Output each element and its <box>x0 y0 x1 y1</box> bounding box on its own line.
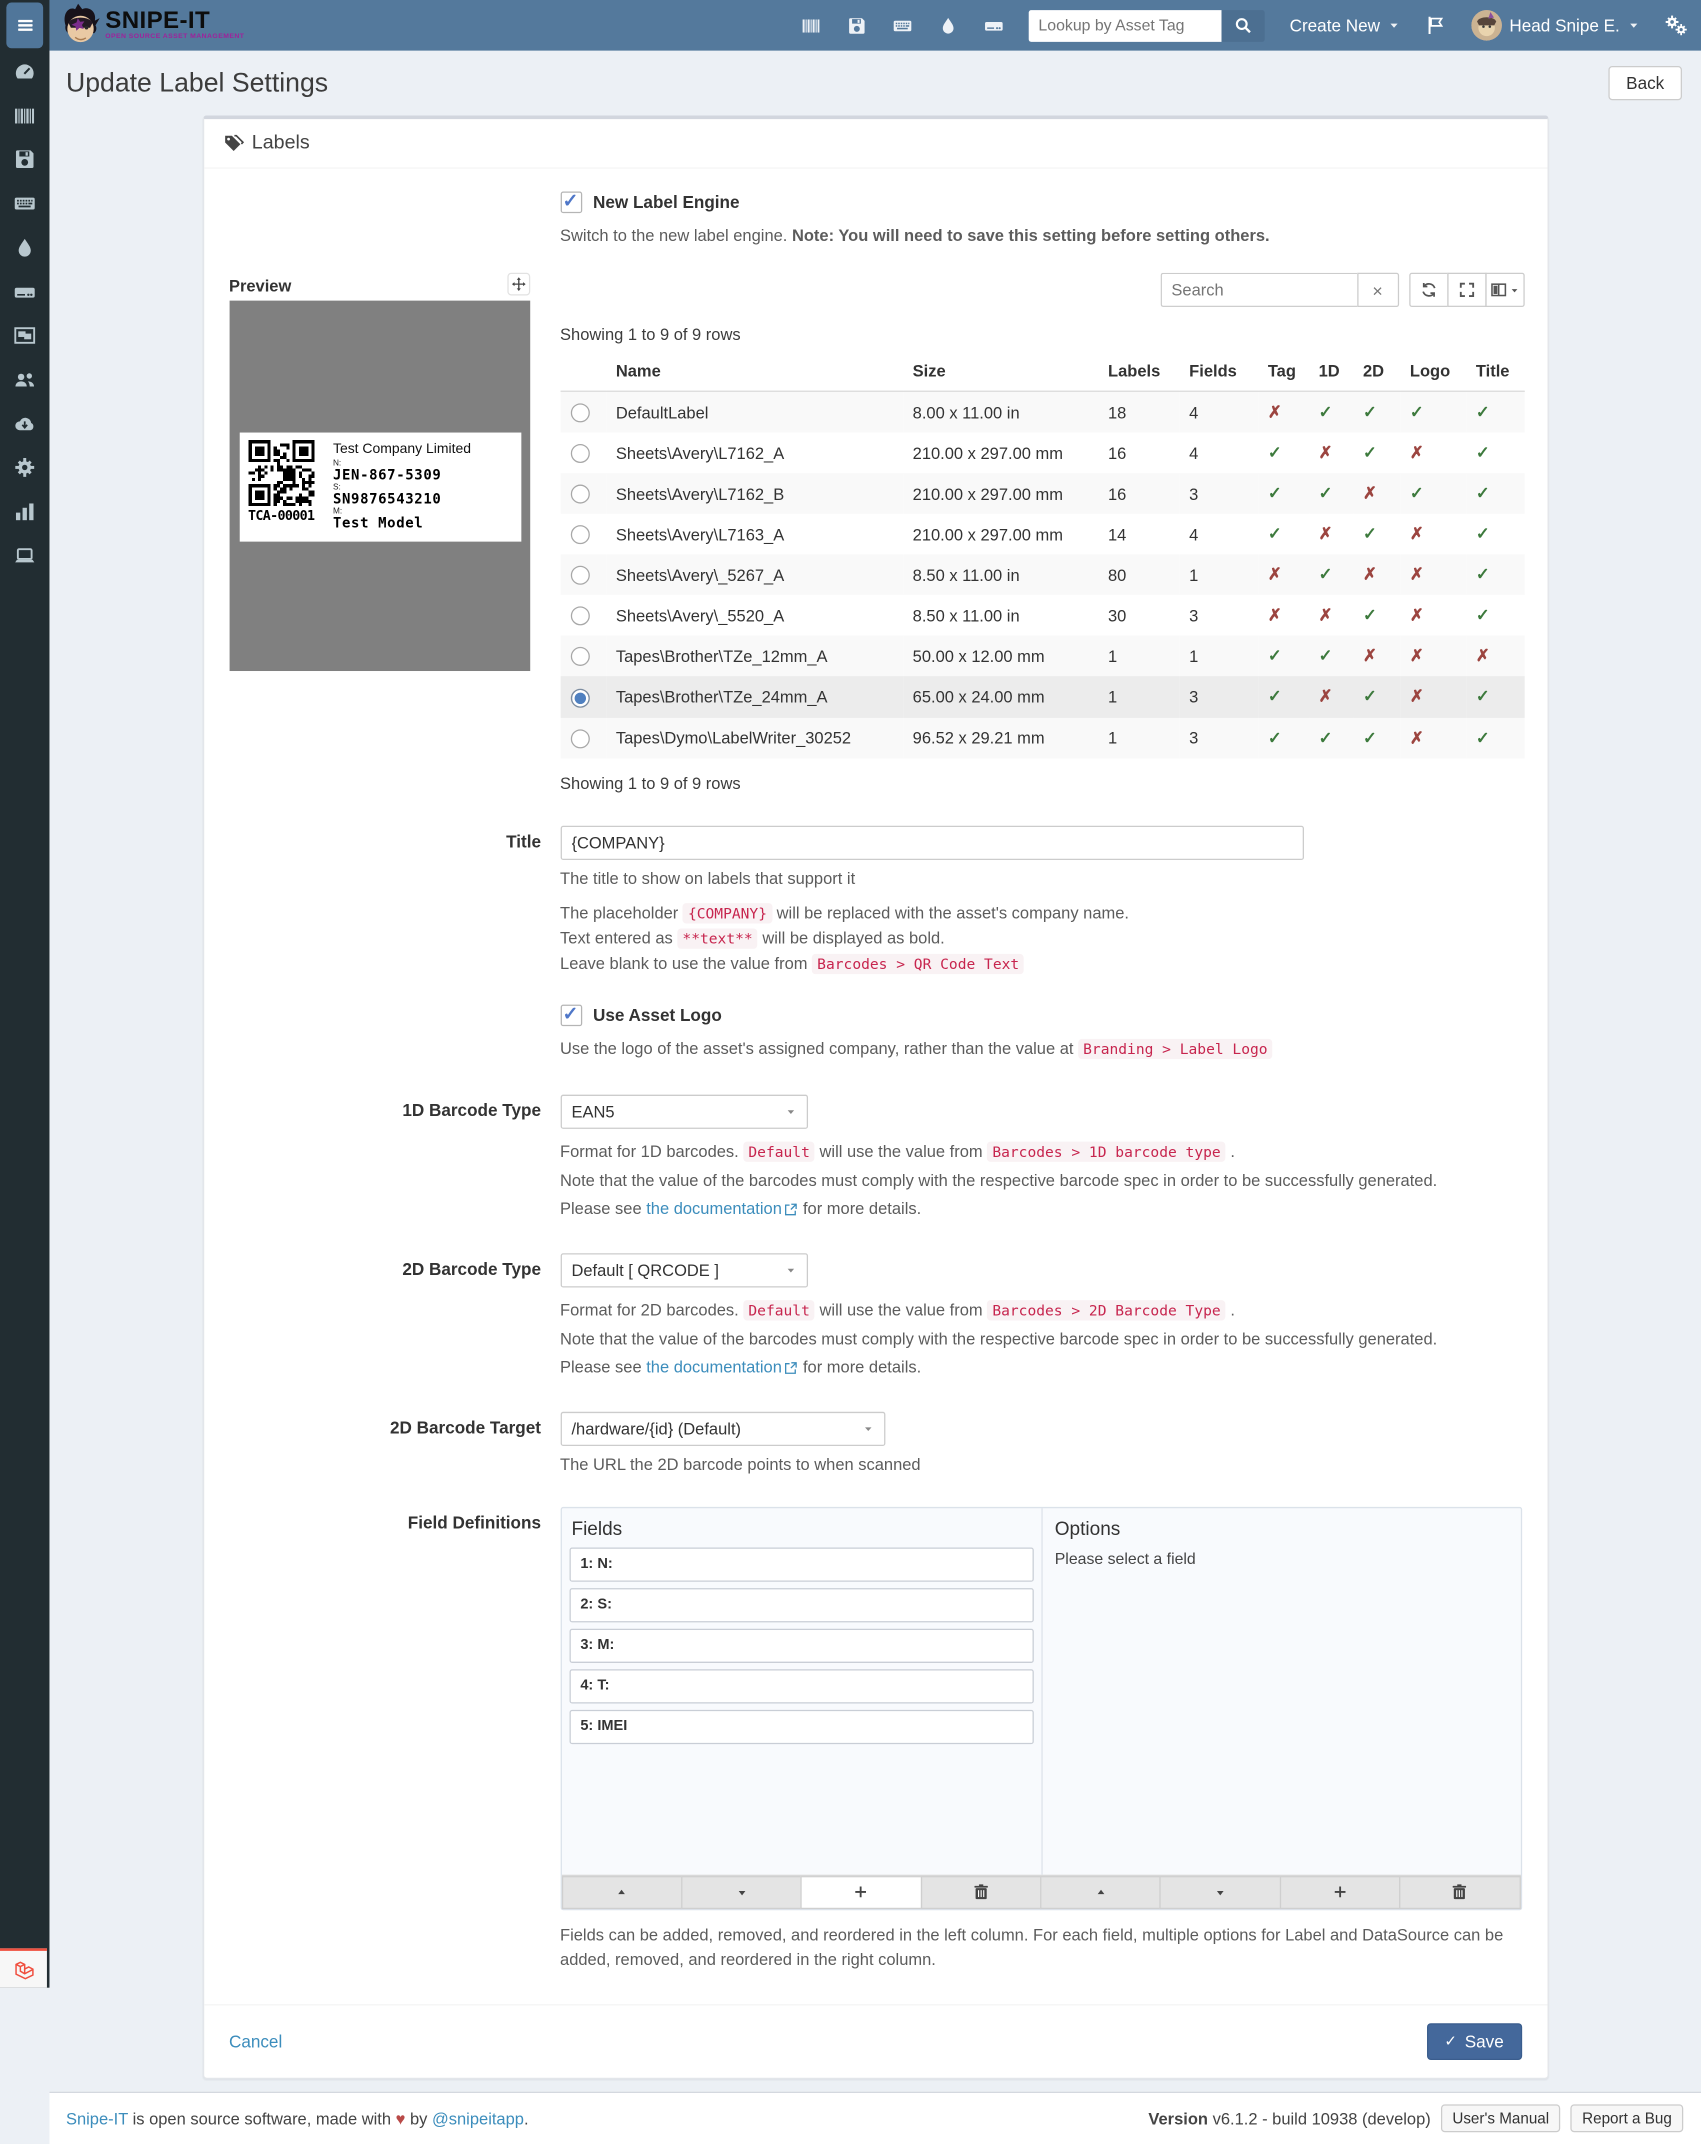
chevron-down-icon <box>1627 19 1640 32</box>
field-definitions-toolbar <box>561 1874 1520 1908</box>
2d-barcode-type-select[interactable]: Default [ QRCODE ] <box>560 1253 807 1287</box>
documentation-link[interactable]: the documentation <box>646 1356 782 1376</box>
row-name: Sheets\Avery\L7162_B <box>615 484 785 504</box>
row-select-radio[interactable] <box>570 444 589 463</box>
field-definitions-note: Fields can be added, removed, and reordered in the left column. For each field, multiple options for Label and DataSource can be added, removed, and reordered in the right column. <box>560 1924 1504 1969</box>
row-select-radio[interactable] <box>570 688 589 707</box>
refresh-icon <box>1420 282 1436 298</box>
check-icon: ✓ <box>1362 727 1377 747</box>
brand-logo[interactable] <box>49 4 430 47</box>
fields-header: Fields <box>571 1517 623 1540</box>
column-header-name[interactable]: Name <box>606 351 903 391</box>
row-size: 210.00 x 297.00 mm <box>912 443 1064 463</box>
x-icon: ✗ <box>1267 402 1282 422</box>
field-definitions-label: Field Definitions <box>407 1512 541 1532</box>
fullscreen-button[interactable] <box>1447 273 1486 307</box>
title-note-1: The placeholder {COMPANY} will be replaced with the asset's company name. <box>560 902 1130 922</box>
page-footer <box>49 2091 1701 2144</box>
1d-note-3: Please see the documentation for more details. <box>560 1198 922 1218</box>
row-size: 8.00 x 11.00 in <box>912 402 1020 422</box>
check-icon: ✓ <box>1318 727 1333 747</box>
sidebar-item-requestable[interactable] <box>0 534 49 577</box>
table-row[interactable] <box>560 514 1524 555</box>
refresh-button[interactable] <box>1409 273 1448 307</box>
users-manual-button[interactable]: User's Manual <box>1441 2104 1561 2132</box>
check-icon: ✓ <box>1318 564 1333 584</box>
field-definitions-panel <box>560 1506 1521 1909</box>
create-new-label: Create New <box>1289 15 1381 35</box>
options-remove-button[interactable] <box>1399 1875 1520 1908</box>
x-icon: ✗ <box>1318 524 1333 544</box>
fields-list <box>569 1547 1033 1744</box>
brand-title: SNIPE-IT <box>105 7 211 35</box>
sidebar-item-licenses[interactable] <box>0 137 49 180</box>
row-labels: 1 <box>1107 646 1118 666</box>
2d-target-help: The URL the 2D barcode points to when scanned <box>560 1454 921 1474</box>
row-labels: 16 <box>1107 484 1127 504</box>
row-select-radio[interactable] <box>570 647 589 666</box>
heart-icon: ♥ <box>395 2108 406 2128</box>
labels-card <box>202 115 1548 2078</box>
user-name: Head Snipe E. <box>1509 15 1620 35</box>
field-item[interactable]: 4: T: <box>569 1669 1033 1703</box>
save-icon[interactable] <box>847 16 866 35</box>
preview-field3-value: Test Model <box>332 514 424 532</box>
sidebar-item-accessories[interactable] <box>0 181 49 224</box>
check-icon: ✓ <box>1267 686 1282 706</box>
column-header-fields[interactable]: Fields <box>1179 351 1258 391</box>
showing-rows-text: Showing 1 to 9 of 9 rows <box>560 324 741 344</box>
navbar-quick-icons <box>801 16 1003 35</box>
avatar <box>1471 10 1501 40</box>
snipeit-mascot-icon <box>58 4 101 47</box>
preview-field3-key: M: <box>332 507 343 517</box>
plus-icon <box>1332 1884 1348 1900</box>
card-title: Labels <box>251 131 310 154</box>
chevron-down-icon <box>785 1264 796 1275</box>
chart-icon <box>14 500 36 522</box>
hamburger-icon <box>16 16 34 34</box>
preview-field2-key: S: <box>332 483 341 493</box>
check-icon: ✓ <box>1362 605 1377 625</box>
row-size: 8.50 x 11.00 in <box>912 565 1020 585</box>
clear-search-button[interactable]: × <box>1357 273 1399 307</box>
row-fields: 1 <box>1189 565 1199 585</box>
barcode-icon <box>14 105 36 127</box>
tachometer-icon <box>14 60 36 82</box>
snipeit-link[interactable]: Snipe-IT <box>65 2108 128 2128</box>
options-header: Options <box>1054 1517 1121 1540</box>
laravel-icon <box>13 1959 35 1981</box>
table-body <box>560 391 1524 758</box>
2d-barcode-type-label: 2D Barcode Type <box>402 1259 541 1279</box>
barcode-icon[interactable] <box>801 16 820 35</box>
column-header-labels[interactable]: Labels <box>1098 351 1179 391</box>
chevron-down-icon <box>785 1106 796 1117</box>
chevron-down-icon <box>862 1423 873 1434</box>
row-labels: 16 <box>1107 443 1127 463</box>
2d-barcode-target-label: 2D Barcode Target <box>389 1417 541 1437</box>
x-icon: ✗ <box>1475 646 1490 666</box>
cancel-link[interactable]: Cancel <box>228 2031 283 2051</box>
1d-barcode-type-select[interactable]: EAN5 <box>560 1094 807 1128</box>
row-fields: 1 <box>1189 646 1199 666</box>
fields-remove-button[interactable] <box>920 1875 1041 1908</box>
use-asset-logo-label: Use Asset Logo <box>593 1005 722 1025</box>
options-placeholder: Please select a field <box>1054 1549 1196 1568</box>
asset-tag-search <box>1028 10 1264 42</box>
row-fields: 3 <box>1189 687 1199 707</box>
new-label-engine-checkbox[interactable]: ✓ <box>560 192 582 214</box>
title-field-label: Title <box>506 831 541 851</box>
check-icon: ✓ <box>1475 483 1490 503</box>
title-note-3: Leave blank to use the value from Barcodes > QR Code Text <box>560 951 1521 976</box>
table-row[interactable] <box>560 595 1524 636</box>
table-row[interactable] <box>560 677 1524 718</box>
preview-asset-tag: TCA-00001 <box>247 508 315 524</box>
options-move-down-button[interactable] <box>1160 1875 1281 1908</box>
sidebar-toggle-button[interactable] <box>6 3 43 49</box>
column-header-logo[interactable]: Logo <box>1400 351 1466 391</box>
check-icon: ✓ <box>1267 727 1282 747</box>
x-icon: ✗ <box>1409 727 1424 747</box>
row-fields: 4 <box>1189 524 1199 544</box>
field-item[interactable]: 2: S: <box>569 1588 1033 1622</box>
plus-icon <box>853 1884 869 1900</box>
fullscreen-icon <box>1458 282 1474 298</box>
table-search-input[interactable] <box>1160 273 1357 307</box>
1d-note-1: Format for 1D barcodes. Default will use the value from Barcodes > 1D barcode type . <box>560 1141 1235 1161</box>
row-name: Tapes\Brother\TZe_24mm_A <box>615 687 828 707</box>
table-row[interactable] <box>560 473 1524 514</box>
table-row[interactable] <box>560 636 1524 677</box>
back-button[interactable]: Back <box>1608 66 1682 100</box>
save-button[interactable]: ✓ Save <box>1427 2023 1522 2060</box>
row-size: 65.00 x 24.00 mm <box>912 687 1045 707</box>
check-icon: ✓ <box>1318 646 1333 666</box>
check-icon: ✓ <box>1475 727 1490 747</box>
row-name: DefaultLabel <box>615 402 709 422</box>
laptop-icon <box>14 545 36 567</box>
flag-icon[interactable] <box>1426 15 1446 35</box>
1d-note-2: Note that the value of the barcodes must comply with the respective barcode spec in order to be successfully generated. <box>560 1170 1438 1190</box>
table-row[interactable] <box>560 391 1524 432</box>
sidebar-item-assets[interactable] <box>0 94 49 137</box>
check-icon: ✓ <box>1267 483 1282 503</box>
2d-note-3: Please see the documentation for more details. <box>560 1356 922 1376</box>
row-fields: 3 <box>1189 728 1199 748</box>
keyboard-icon <box>14 192 36 214</box>
column-header-size[interactable]: Size <box>903 351 1098 391</box>
hdd-icon <box>14 281 36 303</box>
sidebar <box>0 0 49 1988</box>
up-icon <box>1094 1886 1107 1899</box>
top-navbar <box>49 0 1701 51</box>
x-icon: ✗ <box>1362 646 1377 666</box>
fields-move-up-button[interactable] <box>561 1875 682 1908</box>
row-fields: 3 <box>1189 484 1199 504</box>
preview-company: Test Company Limited <box>332 441 472 457</box>
x-icon: ✗ <box>1409 442 1424 462</box>
preview-field1-value: JEN-867-5309 <box>332 466 442 484</box>
footer-left: Snipe-IT is open source software, made with ♥ by @snipeitapp. <box>65 2108 529 2128</box>
x-icon: ✗ <box>1362 564 1377 584</box>
admin-gears-icon[interactable] <box>1665 14 1688 37</box>
table-row[interactable] <box>560 555 1524 596</box>
row-name: Tapes\Dymo\LabelWriter_30252 <box>615 728 852 748</box>
hdd-icon[interactable] <box>984 16 1003 35</box>
frame-icon <box>14 324 36 346</box>
keyboard-icon[interactable] <box>893 16 912 35</box>
columns-button[interactable] <box>1485 273 1524 307</box>
use-asset-logo-note: Use the logo of the asset's assigned company, rather than the value at Branding > Label Logo <box>560 1036 1521 1061</box>
column-header-title[interactable]: Title <box>1466 351 1524 391</box>
2d-note-1: Format for 2D barcodes. Default will use the value from Barcodes > 2D Barcode Type . <box>560 1299 1235 1319</box>
preview-field1-key: N: <box>332 459 342 469</box>
qr-code <box>248 440 322 506</box>
save-icon <box>14 148 36 170</box>
row-labels: 18 <box>1107 402 1127 422</box>
check-icon: ✓ <box>1267 646 1282 666</box>
check-icon: ✓ <box>1318 483 1333 503</box>
cloud-down-icon <box>14 413 36 435</box>
row-size: 8.50 x 11.00 in <box>912 606 1020 626</box>
snipeitapp-link[interactable]: @snipeitapp <box>432 2108 524 2128</box>
asset-tag-search-button[interactable] <box>1221 10 1264 42</box>
columns-icon <box>1490 282 1506 298</box>
row-name: Tapes\Brother\TZe_12mm_A <box>615 646 828 666</box>
row-select-radio[interactable] <box>570 403 589 422</box>
sidebar-item-settings[interactable] <box>0 445 49 488</box>
up-icon <box>615 1886 628 1899</box>
table-row[interactable] <box>560 717 1524 758</box>
row-size: 210.00 x 297.00 mm <box>912 484 1064 504</box>
check-icon: ✓ <box>1475 524 1490 544</box>
2d-note-2: Note that the value of the barcodes must comply with the respective barcode spec in order to be successfully generated. <box>560 1328 1438 1348</box>
chevron-down-icon <box>1509 285 1519 295</box>
field-item[interactable]: 3: M: <box>569 1628 1033 1662</box>
row-labels: 14 <box>1107 524 1127 544</box>
trash-icon <box>1452 1884 1468 1900</box>
row-fields: 3 <box>1189 606 1199 626</box>
search-icon <box>1234 16 1252 34</box>
sidebar-item-dashboard[interactable] <box>0 49 49 92</box>
row-select-radio[interactable] <box>570 607 589 626</box>
x-icon: ✗ <box>1318 686 1333 706</box>
sidebar-item-import[interactable] <box>0 402 49 445</box>
field-item[interactable]: 1: N: <box>569 1547 1033 1581</box>
options-move-up-button[interactable] <box>1040 1875 1161 1908</box>
label-preview <box>229 301 530 671</box>
trash-icon <box>973 1884 989 1900</box>
check-icon: ✓ <box>1444 2032 1458 2050</box>
column-header-2d[interactable]: 2D <box>1353 351 1400 391</box>
new-label-engine-label: New Label Engine <box>593 192 740 212</box>
check-icon: ✓ <box>1475 564 1490 584</box>
documentation-link[interactable]: the documentation <box>646 1198 782 1218</box>
x-icon: ✗ <box>1409 646 1424 666</box>
row-fields: 4 <box>1189 443 1199 463</box>
x-icon: ✗ <box>1267 564 1282 584</box>
table-header <box>560 351 1524 391</box>
check-icon: ✓ <box>1475 605 1490 625</box>
avatar-image <box>1471 10 1501 40</box>
check-icon: ✓ <box>1362 524 1377 544</box>
sidebar-item-consumables[interactable] <box>0 226 49 269</box>
expand-icon <box>511 277 526 292</box>
sidebar-item-people[interactable] <box>0 358 49 401</box>
check-icon: ✓ <box>1475 402 1490 422</box>
1d-barcode-type-label: 1D Barcode Type <box>402 1100 541 1120</box>
row-select-radio[interactable] <box>570 566 589 585</box>
create-new-menu[interactable] <box>1290 16 1401 35</box>
report-bug-button[interactable]: Report a Bug <box>1571 2104 1684 2132</box>
row-fields: 4 <box>1189 402 1199 422</box>
external-link-icon <box>784 1202 798 1216</box>
down-icon <box>1214 1886 1227 1899</box>
row-size: 210.00 x 297.00 mm <box>912 524 1064 544</box>
label-templates-table <box>560 351 1524 758</box>
x-icon: ✗ <box>1409 605 1424 625</box>
x-icon: ✗ <box>1267 605 1282 625</box>
row-labels: 30 <box>1107 606 1127 626</box>
brand-subtitle: OPEN SOURCE ASSET MANAGEMENT <box>105 33 245 41</box>
table-row[interactable] <box>560 433 1524 474</box>
showing-rows-text-bottom: Showing 1 to 9 of 9 rows <box>560 773 741 793</box>
column-header-1d[interactable]: 1D <box>1308 351 1352 391</box>
options-add-button[interactable] <box>1280 1875 1401 1908</box>
label-preview-content <box>239 433 521 542</box>
tint-icon <box>14 237 36 259</box>
asset-tag-search-input[interactable] <box>1028 10 1221 42</box>
check-icon: ✓ <box>1318 402 1333 422</box>
chevron-down-icon <box>1388 19 1401 32</box>
row-labels: 1 <box>1107 728 1118 748</box>
fields-add-button[interactable] <box>801 1875 922 1908</box>
check-icon: ✓ <box>1267 442 1282 462</box>
radio-column-header <box>560 351 606 391</box>
row-name: Sheets\Avery\_5267_A <box>615 565 785 585</box>
version-text: Version v6.1.2 - build 10938 (develop) <box>1148 2108 1431 2128</box>
new-label-engine-note: Switch to the new label engine. Note: You will need to save this setting before setting others. <box>560 225 1270 245</box>
row-labels: 80 <box>1107 565 1127 585</box>
row-size: 50.00 x 12.00 mm <box>912 646 1045 666</box>
row-select-radio[interactable] <box>570 729 589 748</box>
page-title: Update Label Settings <box>65 67 329 98</box>
row-name: Sheets\Avery\_5520_A <box>615 606 785 626</box>
check-icon: ✓ <box>1475 686 1490 706</box>
gear-icon <box>14 456 36 478</box>
x-icon: ✗ <box>1409 524 1424 544</box>
row-select-radio[interactable] <box>570 525 589 544</box>
user-menu[interactable] <box>1471 10 1640 40</box>
title-input[interactable] <box>560 825 1303 859</box>
users-icon <box>14 368 36 390</box>
x-icon: ✗ <box>1318 442 1333 462</box>
sidebar-item-reports[interactable] <box>0 490 49 533</box>
field-item[interactable]: 5: IMEI <box>569 1709 1033 1743</box>
row-size: 96.52 x 29.21 mm <box>912 728 1045 748</box>
use-asset-logo-checkbox[interactable]: ✓ <box>560 1004 582 1026</box>
check-icon: ✓ <box>1362 686 1377 706</box>
check-icon: ✓ <box>1409 483 1424 503</box>
2d-barcode-target-select[interactable]: /hardware/{id} (Default) <box>560 1411 885 1445</box>
row-name: Sheets\Avery\L7163_A <box>615 524 785 544</box>
sidebar-item-components[interactable] <box>0 270 49 313</box>
check-icon: ✓ <box>1267 524 1282 544</box>
fields-move-down-button[interactable] <box>681 1875 802 1908</box>
x-icon: ✗ <box>1409 686 1424 706</box>
title-note-2: Text entered as **text** will be displayed as bold. <box>560 927 945 947</box>
external-link-icon <box>784 1361 798 1375</box>
x-icon: ✗ <box>1362 483 1377 503</box>
check-icon: ✓ <box>1362 402 1377 422</box>
row-name: Sheets\Avery\L7162_A <box>615 443 785 463</box>
check-icon: ✓ <box>1475 442 1490 462</box>
row-select-radio[interactable] <box>570 485 589 504</box>
x-icon: ✗ <box>1318 605 1333 625</box>
row-labels: 1 <box>1107 687 1118 707</box>
sidebar-item-kits[interactable] <box>0 313 49 356</box>
footer-right <box>1148 2104 1683 2132</box>
preview-field2-value: SN9876543210 <box>332 490 442 508</box>
column-header-tag[interactable]: Tag <box>1258 351 1309 391</box>
title-help: The title to show on labels that support it <box>560 868 856 888</box>
debugbar-button[interactable] <box>0 1948 47 1987</box>
check-icon: ✓ <box>1362 442 1377 462</box>
preview-label: Preview <box>228 276 292 296</box>
check-icon: ✓ <box>1409 402 1424 422</box>
tags-icon <box>223 133 243 153</box>
x-icon: ✗ <box>1409 564 1424 584</box>
tint-icon[interactable] <box>938 16 957 35</box>
preview-expand-button[interactable] <box>507 273 530 296</box>
down-icon <box>735 1886 748 1899</box>
